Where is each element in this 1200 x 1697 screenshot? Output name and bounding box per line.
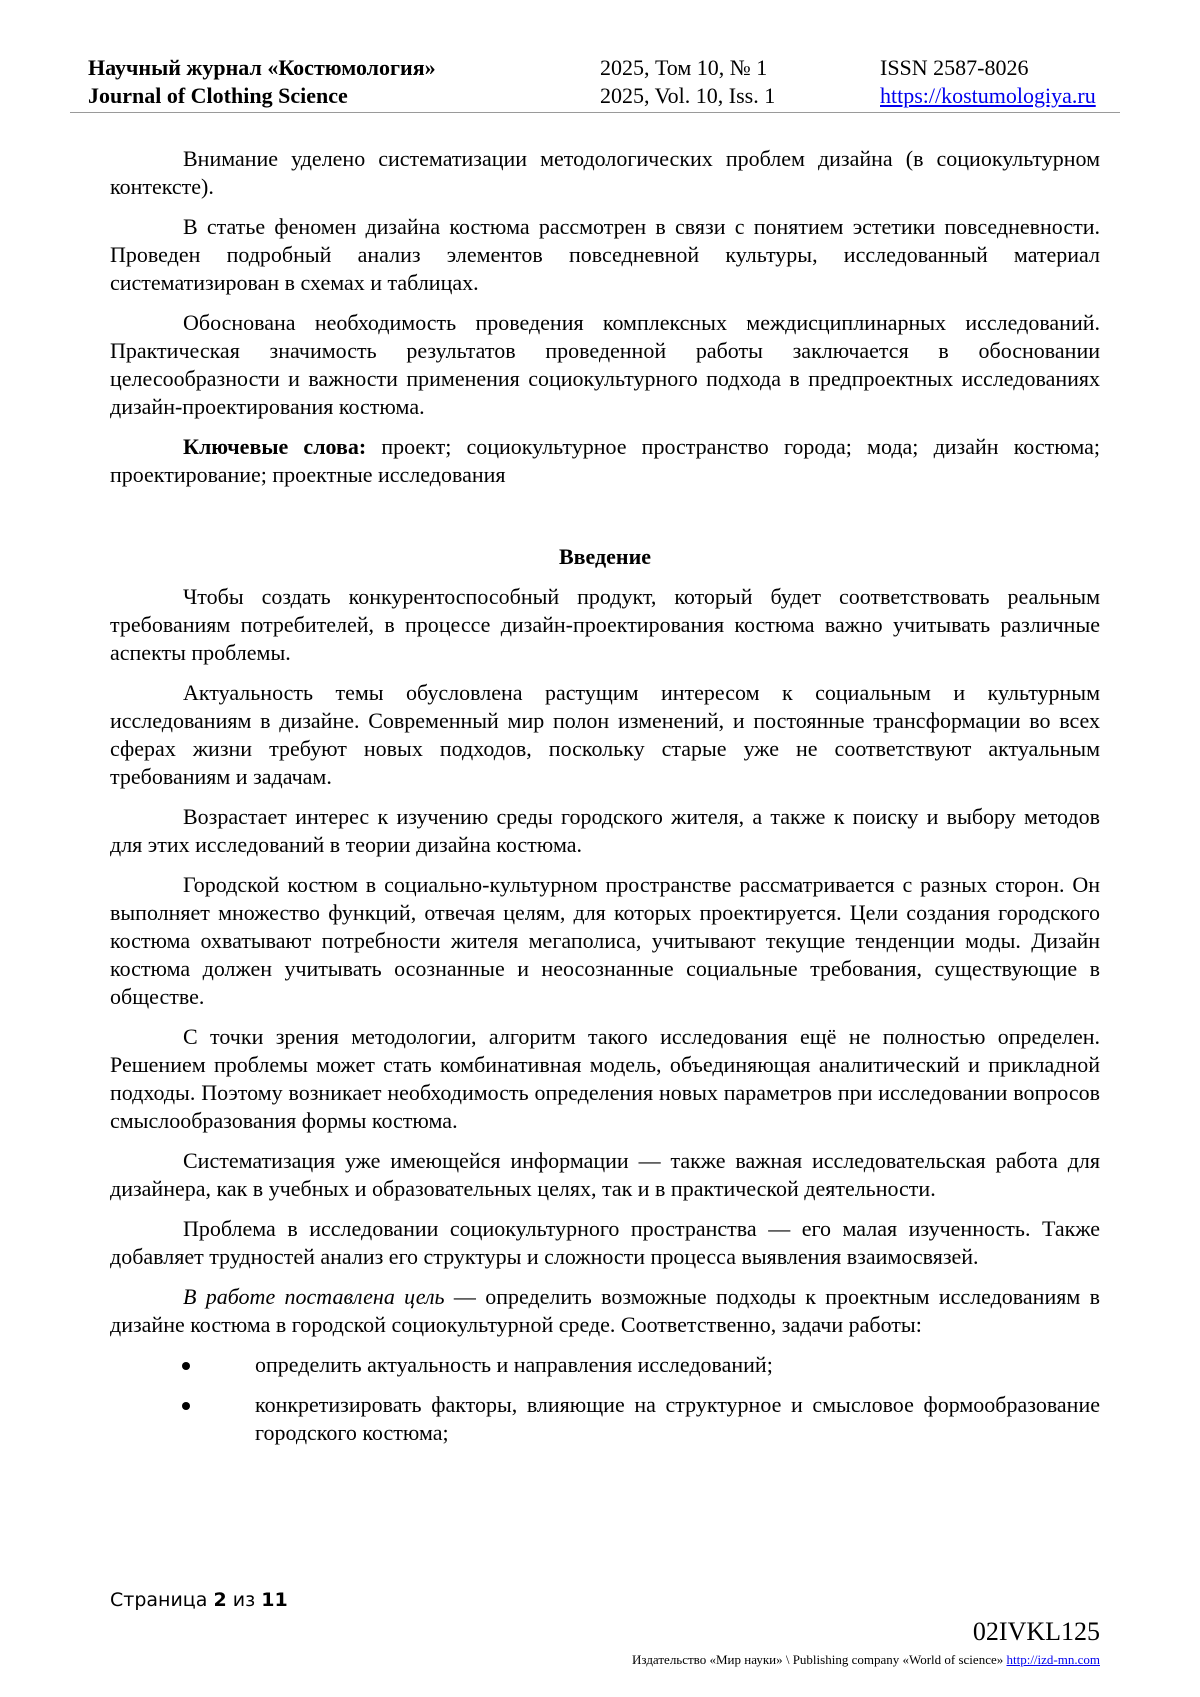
issn: ISSN 2587-8026 [880, 55, 1029, 80]
page-header [70, 54, 1120, 113]
list-item [110, 1351, 1100, 1379]
journal-title [88, 54, 436, 110]
task-list [110, 1351, 1100, 1447]
goal-paragraph [110, 1283, 1100, 1339]
publisher-url-link[interactable]: http://izd-mn.com [1006, 1652, 1100, 1667]
issue-info-ru: 2025, Том 10, № 1 [600, 55, 768, 80]
keywords-list: проект; социокультурное пространство города; мода; дизайн костюма; проектирование; проектные исследования [110, 434, 1100, 487]
page-label: Страница [110, 1589, 208, 1611]
article-body [110, 145, 1100, 1459]
abstract-paragraph: Внимание уделено систематизации методологических проблем дизайна (в социокультурном контексте). [110, 146, 1100, 199]
abstract-paragraph: Обоснована необходимость проведения комплексных междисциплинарных исследований. Практическая значимость результатов проведенной работы заключается в обосновании целесообразности и важности применения социокультурного подхода в предпроектных исследованиях дизайн-проектирования костюма. [110, 310, 1100, 419]
intro-paragraph: Чтобы создать конкурентоспособный продукт, который будет соответствовать реальным требованиям потребителей, в процессе дизайн-проектирования костюма важно учитывать различные аспекты проблемы. [110, 584, 1100, 665]
intro-paragraph: Проблема в исследовании социокультурного пространства — его малая изученность. Также добавляет трудностей анализ его структуры и сложности процесса выявления взаимосвязей. [110, 1216, 1100, 1269]
goal-label: В работе поставлена цель [183, 1284, 445, 1309]
goal-text: — определить возможные подходы к проектным исследованиям в дизайне костюма в городской социокультурной среде. Соответственно, задачи работы: [110, 1284, 1100, 1337]
journal-url-link[interactable]: https://kostumologiya.ru [880, 83, 1096, 108]
intro-paragraph: Актуальность темы обусловлена растущим интересом к социальным и культурным исследованиям в дизайне. Современный мир полон изменений, и постоянные трансформации во всех сферах жизни требуют новых подходов, поскольку старые уже не соответствуют актуальным требованиям и задачам. [110, 680, 1100, 789]
journal-title-en: Journal of Clothing Science [88, 83, 348, 108]
keywords-label: Ключевые слова: [183, 434, 367, 459]
issue-info [600, 54, 775, 110]
bullet-icon [182, 1362, 190, 1370]
page-number [110, 1588, 288, 1612]
list-item [110, 1391, 1100, 1447]
publisher-line [632, 1652, 1100, 1668]
abstract-paragraph: В статье феномен дизайна костюма рассмотрен в связи с понятием эстетики повседневности. Проведен подробный анализ элементов повседневной культуры, исследованный материал систематизирован в схемах и таблицах. [110, 214, 1100, 295]
intro-paragraph: С точки зрения методологии, алгоритм такого исследования ещё не полностью определен. Решением проблемы может стать комбинативная модель, объединяющая аналитический и прикладной подходы. Поэтому возникает необходимость определения новых параметров при исследовании вопросов смыслообразования формы костюма. [110, 1024, 1100, 1133]
page-of: из [232, 1589, 256, 1611]
issn-block [880, 54, 1096, 110]
intro-paragraph: Систематизация уже имеющейся информации — также важная исследовательская работа для дизайнера, как в учебных и образовательных целях, так и в практической деятельности. [110, 1148, 1100, 1201]
bullet-icon [182, 1402, 190, 1410]
issue-info-en: 2025, Vol. 10, Iss. 1 [600, 83, 776, 108]
task-text: конкретизировать факторы, влияющие на структурное и смысловое формообразование городского костюма; [255, 1392, 1100, 1445]
task-text: определить актуальность и направления исследований; [255, 1352, 773, 1377]
section-heading-introduction: Введение [558, 544, 652, 569]
intro-paragraph: Городской костюм в социально-культурном пространстве рассматривается с разных сторон. Он выполняет множество функций, отвечая целям, для которых проектируется. Цели создания городского костюма охватывают потребности жителя мегаполиса, учитывают текущие тенденции моды. Дизайн костюма должен учитывать осознанные и неосознанные социальные требования, существующие в обществе. [110, 872, 1100, 1009]
article-code: 02IVKL125 [972, 1617, 1100, 1646]
page-total: 11 [261, 1589, 288, 1611]
publisher-name: Издательство «Мир науки» \ Publishing company «World of science» [632, 1652, 1004, 1667]
keywords-paragraph [110, 433, 1100, 489]
intro-paragraph: Возрастает интерес к изучению среды городского жителя, а также к поиску и выбору методов для этих исследований в теории дизайна костюма. [110, 804, 1100, 857]
journal-title-ru: Научный журнал «Костюмология» [88, 55, 436, 80]
page-current: 2 [213, 1589, 227, 1611]
